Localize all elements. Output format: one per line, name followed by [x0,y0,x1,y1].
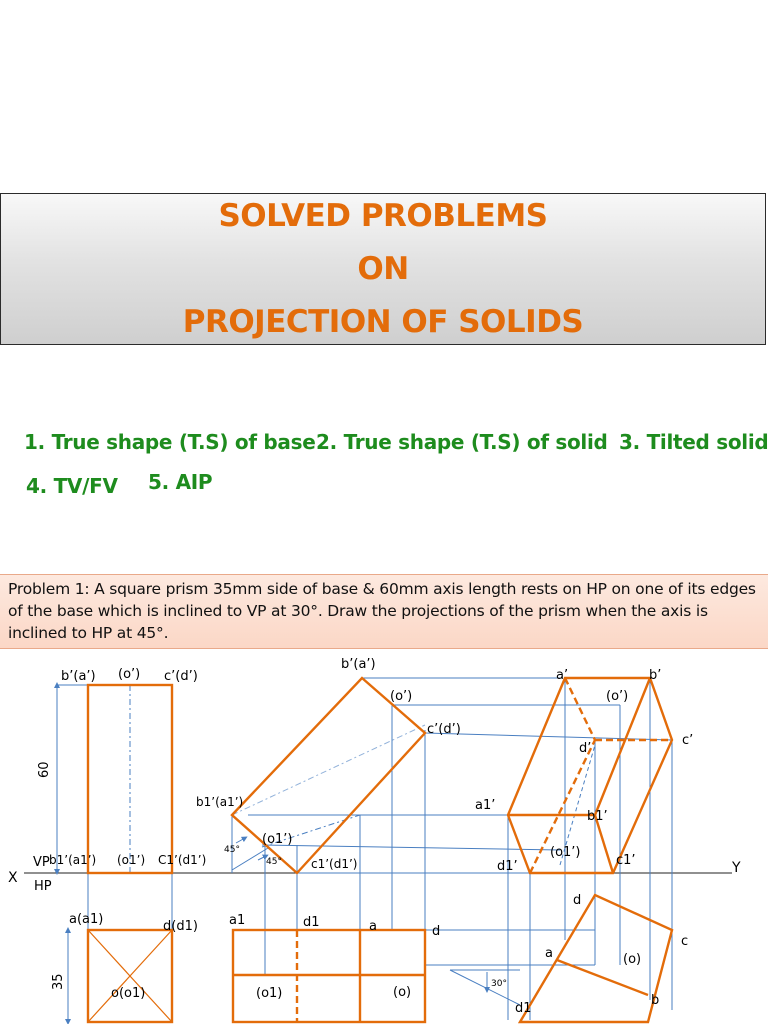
label-hp: HP [34,879,52,894]
dim-angle-45b: 45° [266,857,282,867]
label-t2-d: d [432,924,441,939]
label-v3-o: (o’) [606,689,629,704]
dim-angle-30: 30° [491,979,507,989]
label-v1-b1: b1’(a1’) [49,853,97,867]
label-v1-c1: C1’(d1’) [158,853,207,867]
label-v3-b: b’ [649,668,662,683]
label-t1-d: d(d1) [163,919,198,934]
label-v2-o1: (o1’) [262,832,293,847]
label-t3-a: a [545,946,553,961]
label-t2-a: a [369,919,377,934]
projection-drawing [0,650,768,1024]
label-v1-c: c’(d’) [164,669,198,684]
title-banner [0,193,766,345]
dim-angle-45a: 45° [224,845,240,855]
label-v3-o1: (o1’) [550,845,581,860]
label-t2-o1: (o1) [256,986,283,1001]
title-line-3: PROJECTION OF SOLIDS [182,303,584,340]
label-v3-c: c’ [682,733,694,748]
label-t3-b: b [651,993,660,1008]
topic-4: 4. TV/FV [26,474,118,498]
topic-3: 3. Tilted solid [619,430,768,454]
topic-5: 5. AIP [148,470,213,494]
label-t2-o: (o) [393,985,412,1000]
label-v3-b1: b1’ [587,809,608,824]
label-v3-d: d’ [579,741,592,756]
label-v2-b: b’(a’) [341,657,376,672]
label-v1-o1: (o1’) [117,853,146,867]
tv3-outline [520,895,672,1022]
label-t2-a1: a1 [229,913,246,928]
label-vp: VP [33,855,50,870]
label-v3-d1: d1’ [497,859,518,874]
title-line-2: ON [357,250,409,287]
fv2-tilted-rectangle [232,678,425,873]
dim-height: 60 [37,761,52,778]
label-t1-a: a(a1) [69,912,104,927]
label-v3-a: a’ [556,668,569,683]
problem-statement: Problem 1: A square prism 35mm side of base & 60mm axis length rests on HP on one of its edges of the base which is inclined to VP at 30°. Draw the projections of the prism when the axis is inclined to HP at 45°. [0,574,768,649]
object-outlines [88,678,672,1022]
label-v2-c1: c1’(d1’) [311,857,358,871]
label-t2-d1: d1 [303,915,320,930]
label-v1-b: b’(a’) [61,669,96,684]
label-y: Y [732,860,741,876]
label-t3-d: d [573,893,582,908]
label-t1-o: o(o1) [111,986,146,1001]
label-v2-b1: b1’(a1’) [196,795,244,809]
label-t3-d1: d1 [515,1001,532,1016]
label-v2-o: (o’) [390,689,413,704]
label-t3-o: (o) [623,952,642,967]
topic-1: 1. True shape (T.S) of base [24,430,316,454]
label-t3-c: c [681,934,689,949]
label-v1-o: (o’) [118,667,141,682]
fv3-outline [508,678,672,873]
label-x: X [8,870,18,886]
label-v3-a1: a1’ [475,798,496,813]
topic-2: 2. True shape (T.S) of solid [316,430,608,454]
title-line-1: SOLVED PROBLEMS [218,197,548,234]
label-v3-c1: c1’ [616,853,636,868]
label-v2-c: c’(d’) [427,722,461,737]
dim-side: 35 [51,973,66,990]
